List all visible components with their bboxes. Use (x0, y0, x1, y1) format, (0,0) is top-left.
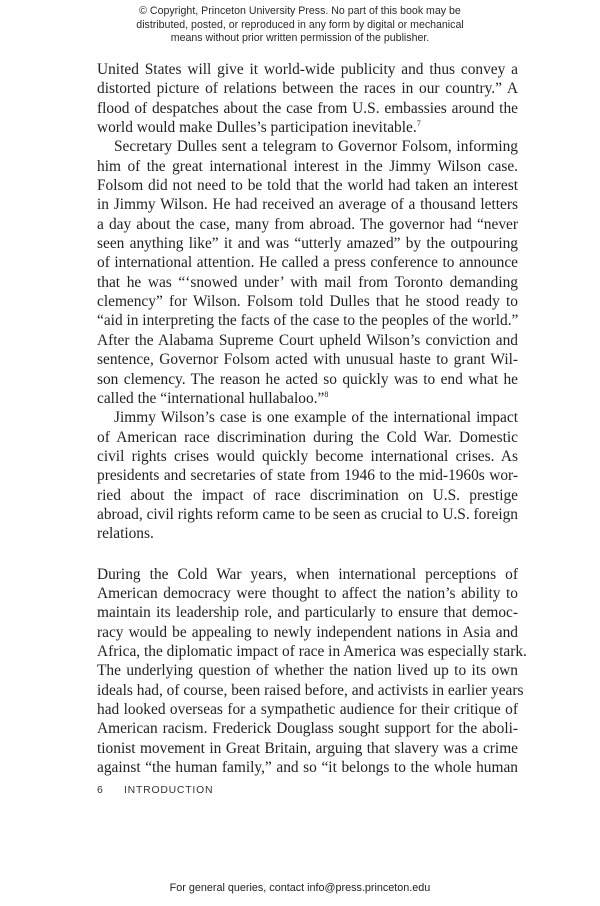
contact-notice: For general queries, contact info@press.princeton.edu (169, 882, 431, 894)
text-line: United States will give it world-wide publicity and thus convey a (97, 61, 518, 78)
text-line: of American race discrimination during the Cold War. Domestic (97, 428, 518, 446)
text-line (97, 118, 518, 137)
text-line: “aid in interpreting the facts of the case to the peoples of the world.” (97, 312, 519, 330)
text-line: American democracy were thought to affect the nation’s ability to (97, 584, 518, 602)
text-line (97, 389, 518, 408)
text-segment: world would make Dulles’s participation inevitable. (97, 119, 417, 137)
copyright-notice (0, 5, 600, 46)
text-line: tionist movement in Great Britain, arguing that slavery was a crime (97, 739, 518, 757)
page-number: 6 (97, 785, 104, 796)
footnote-marker[interactable]: 7 (416, 119, 421, 129)
text-line: The underlying question of whether the nation lived up to its own (97, 662, 518, 680)
text-line: that he was “‘snowed under’ with mail from Toronto demanding (97, 273, 518, 291)
section-title: INTRODUCTION (124, 785, 214, 796)
footnote-marker[interactable]: 8 (324, 389, 329, 399)
text-line: civil rights crises would quickly become international crises. As (97, 447, 518, 465)
text-line: Jimmy Wilson’s case is one example of the international impact (114, 409, 518, 427)
paragraph (97, 137, 518, 408)
running-footer (97, 785, 213, 796)
text-line: abroad, civil rights reform came to be seen as crucial to U.S. foreign (97, 505, 518, 523)
text-line: of international attention. He called a press conference to announce (97, 254, 518, 272)
text-line: During the Cold War years, when international perceptions of (97, 565, 518, 583)
text-line: ried about the impact of race discrimination on U.S. prestige (97, 486, 518, 504)
text-line: American racism. Frederick Douglass sought support for the aboli- (97, 720, 518, 738)
text-line: flood of despatches about the case from U.S. embassies around the (97, 99, 518, 117)
text-line: him of the great international interest in the Jimmy Wilson case. (97, 157, 518, 175)
text-line: in Jimmy Wilson. He had received an average of a thousand letters (97, 196, 518, 214)
text-line: relations. (97, 525, 154, 543)
text-segment: called the “international hullabaloo.” (97, 389, 325, 407)
text-line: ideals had, of course, been raised before, and activists in earlier years (97, 681, 524, 699)
text-line: son clemency. The reason he acted so quickly was to end what he (97, 370, 518, 388)
copyright-line: distributed, posted, or reproduced in any form by digital or mechanical (136, 18, 464, 31)
text-line: against “the human family,” and so “it belongs to the whole human (97, 759, 518, 777)
text-line: Secretary Dulles sent a telegram to Governor Folsom, informing (114, 138, 518, 156)
text-line: racy would be appealing to newly independent nations in Asia and (97, 623, 518, 641)
text-line: a day about the case, many from abroad. The governor had “never (97, 215, 518, 233)
text-line: sentence, Governor Folsom acted with unusual haste to grant Wil- (97, 351, 518, 369)
paragraph (97, 565, 527, 778)
text-line: had looked overseas for a sympathetic audience for their critique of (97, 701, 518, 718)
paragraph (97, 60, 518, 137)
text-line: clemency” for Wilson. Folsom told Dulles that he stood ready to (97, 293, 518, 311)
copyright-line: means without prior written permission of the publisher. (170, 32, 430, 44)
copyright-line: © Copyright, Princeton University Press. No part of this book may be (139, 5, 461, 17)
text-line: Africa, the diplomatic impact of race in America was especially stark. (97, 642, 527, 660)
text-line: presidents and secretaries of state from 1946 to the mid-1960s wor- (97, 467, 518, 485)
text-line: maintain its leadership role, and particularly to ensure that democ- (97, 604, 518, 622)
section-break (97, 544, 518, 565)
text-line: Folsom did not need to be told that the world had taken an interest (97, 177, 518, 195)
paragraph (97, 408, 518, 543)
body-text (97, 60, 527, 777)
text-line: distorted picture of relations between the races in our country.” A (97, 80, 518, 98)
text-line: seen anything like” it and was “utterly amazed” by the outpouring (97, 235, 518, 253)
text-line: After the Alabama Supreme Court upheld Wilson’s conviction and (97, 331, 518, 349)
